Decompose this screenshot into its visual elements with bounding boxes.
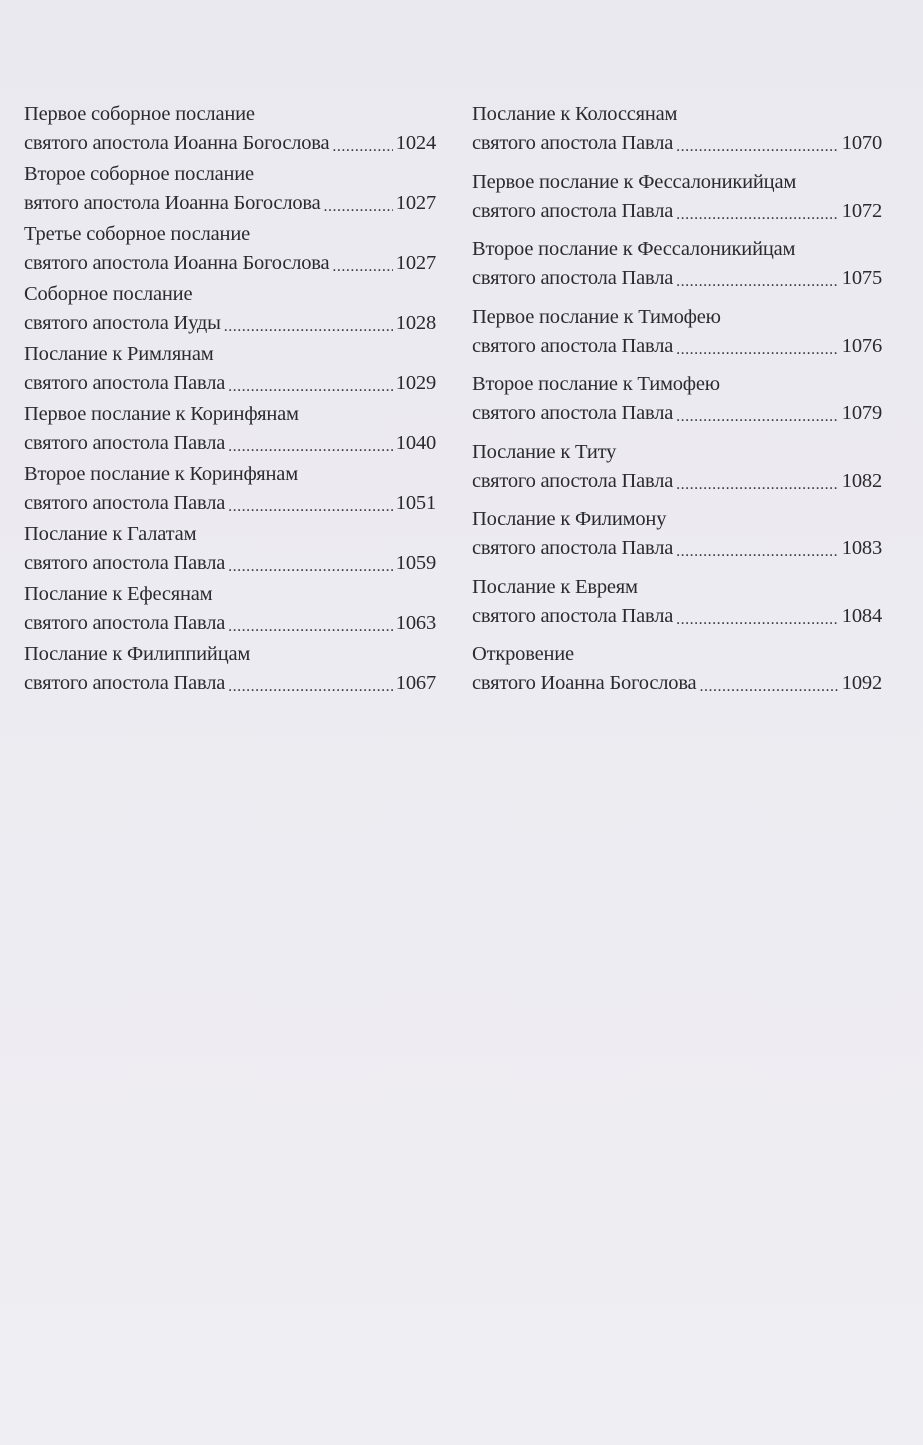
toc-entry-subtitle-line bbox=[472, 129, 882, 158]
toc-entry-title: Первое послание к Коринфянам bbox=[24, 403, 299, 425]
toc-entry-subtitle: святого апостола Иоанна Богослова bbox=[24, 132, 330, 154]
toc-entry-title: Второе соборное послание bbox=[24, 163, 254, 185]
toc-page-number: 1082 bbox=[841, 469, 882, 492]
toc-entry-subtitle-line bbox=[24, 489, 436, 518]
toc-entry bbox=[24, 340, 436, 400]
dot-leader bbox=[228, 611, 393, 631]
toc-entry-title: Соборное послание bbox=[24, 283, 193, 305]
toc-entry bbox=[24, 160, 436, 220]
toc-entry bbox=[24, 640, 436, 700]
toc-entry-subtitle-line bbox=[24, 249, 436, 278]
dot-leader bbox=[676, 131, 839, 151]
toc-page-number: 1075 bbox=[841, 267, 882, 289]
toc-entry bbox=[472, 640, 882, 708]
toc-entry bbox=[472, 370, 882, 438]
toc-page-number: 1028 bbox=[395, 312, 436, 334]
dot-leader bbox=[676, 334, 839, 354]
dot-leader bbox=[676, 536, 839, 556]
toc-entry bbox=[472, 573, 882, 641]
toc-entry-subtitle: святого апостола Павла bbox=[24, 552, 226, 574]
toc-page-number: 1076 bbox=[841, 334, 882, 357]
toc-entry-title: Первое послание к Тимофею bbox=[472, 305, 721, 328]
toc-entry-subtitle: святого апостола Павла bbox=[472, 469, 674, 492]
toc-page-number: 1040 bbox=[395, 432, 436, 454]
toc-page-number: 1092 bbox=[841, 672, 882, 694]
toc-entry-title: Второе послание к Фессалоникийцам bbox=[472, 238, 796, 260]
toc-entry-subtitle-line bbox=[472, 467, 882, 496]
toc-page-number: 1027 bbox=[395, 252, 436, 274]
toc-entry-subtitle-line bbox=[24, 669, 436, 698]
toc-entry-subtitle: святого апостола Павла bbox=[24, 492, 226, 514]
toc-entry bbox=[24, 520, 436, 580]
toc-entry-title: Послание к Ефесянам bbox=[24, 583, 213, 605]
toc-page-number: 1024 bbox=[395, 132, 436, 154]
toc-entry-subtitle: святого апостола Павла bbox=[472, 132, 674, 154]
toc-entry-subtitle-line bbox=[472, 399, 882, 428]
dot-leader bbox=[228, 671, 393, 691]
toc-entry-title: Послание к Римлянам bbox=[24, 343, 214, 365]
dot-leader bbox=[324, 191, 393, 211]
dot-leader bbox=[676, 401, 839, 421]
toc-entry bbox=[24, 580, 436, 640]
dot-leader bbox=[332, 251, 392, 271]
toc-entry-title: Первое послание к Фессалоникийцам bbox=[472, 170, 797, 193]
dot-leader bbox=[699, 671, 838, 691]
toc-entry-subtitle-line bbox=[24, 369, 436, 398]
dot-leader bbox=[676, 266, 839, 286]
toc-entry-title: Послание к Галатам bbox=[24, 523, 197, 545]
toc-page-number: 1067 bbox=[395, 672, 436, 694]
toc-entry-subtitle-line bbox=[472, 197, 882, 226]
toc-page-number: 1072 bbox=[841, 199, 882, 222]
toc-entry-subtitle-line bbox=[472, 534, 882, 563]
toc-entry-title: Послание к Евреям bbox=[472, 575, 638, 598]
toc-entry-subtitle-line bbox=[24, 429, 436, 458]
toc-entry-title: Послание к Филимону bbox=[472, 508, 667, 530]
toc-column-right bbox=[472, 100, 882, 708]
toc-entry-subtitle: святого апостола Павла bbox=[24, 672, 226, 694]
toc-entry-subtitle-line bbox=[24, 549, 436, 578]
toc-entry-title: Откровение bbox=[472, 643, 574, 665]
dot-leader bbox=[228, 551, 393, 571]
toc-page-number: 1059 bbox=[395, 552, 436, 574]
toc-entry bbox=[472, 100, 882, 168]
toc-entry-title: Послание к Титу bbox=[472, 440, 617, 463]
toc-page-number: 1029 bbox=[395, 372, 436, 394]
toc-entry-subtitle-line bbox=[24, 189, 436, 218]
toc-entry bbox=[24, 400, 436, 460]
toc-entry-subtitle: святого апостола Павла bbox=[24, 612, 226, 634]
toc-entry bbox=[472, 168, 882, 236]
toc-entry bbox=[24, 460, 436, 520]
toc-entry-subtitle-line bbox=[24, 609, 436, 638]
toc-entry bbox=[24, 220, 436, 280]
toc-entry-subtitle: святого апостола Павла bbox=[472, 199, 674, 222]
dot-leader bbox=[228, 431, 393, 451]
toc-column-left bbox=[24, 100, 436, 700]
toc-entry-subtitle: святого апостола Павла bbox=[472, 537, 674, 559]
toc-entry-title: Второе послание к Тимофею bbox=[472, 373, 720, 395]
dot-leader bbox=[676, 199, 839, 219]
toc-entry bbox=[472, 438, 882, 506]
toc-page-number: 1079 bbox=[841, 402, 882, 424]
dot-leader bbox=[228, 491, 393, 511]
toc-page-number: 1084 bbox=[841, 604, 882, 627]
dot-leader bbox=[332, 131, 392, 151]
dot-leader bbox=[224, 311, 393, 331]
toc-entry bbox=[24, 100, 436, 160]
toc-entry bbox=[472, 303, 882, 371]
toc-entry-subtitle: вятого апостола Иоанна Богослова bbox=[24, 192, 321, 214]
toc-entry-title: Второе послание к Коринфянам bbox=[24, 463, 298, 485]
toc-entry-subtitle: святого апостола Павла bbox=[472, 267, 674, 289]
toc-entry-subtitle-line bbox=[472, 332, 882, 361]
toc-page-number: 1027 bbox=[395, 192, 436, 214]
toc-entry-title: Первое соборное послание bbox=[24, 103, 255, 125]
toc-entry-subtitle: святого апостола Иуды bbox=[24, 312, 221, 334]
toc-entry-subtitle-line bbox=[472, 264, 882, 293]
dot-leader bbox=[228, 371, 393, 391]
toc-entry-subtitle: святого апостола Иоанна Богослова bbox=[24, 252, 330, 274]
toc-entry bbox=[472, 505, 882, 573]
toc-entry-subtitle: святого Иоанна Богослова bbox=[472, 672, 697, 694]
toc-entry-title: Послание к Филиппийцам bbox=[24, 643, 251, 665]
toc-entry bbox=[472, 235, 882, 303]
dot-leader bbox=[676, 604, 839, 624]
toc-entry-subtitle-line bbox=[472, 669, 882, 698]
toc-page-number: 1083 bbox=[841, 537, 882, 559]
toc-page-number: 1070 bbox=[841, 132, 882, 154]
toc-entry-subtitle-line bbox=[24, 309, 436, 338]
toc-entry-subtitle: святого апостола Павла bbox=[24, 432, 226, 454]
toc-entry-title: Послание к Колоссянам bbox=[472, 103, 678, 125]
toc-page-number: 1063 bbox=[395, 612, 436, 634]
toc-entry-subtitle: святого апостола Павла bbox=[472, 604, 674, 627]
dot-leader bbox=[676, 469, 839, 489]
toc-page-number: 1051 bbox=[395, 492, 436, 514]
toc-entry-subtitle: святого апостола Павла bbox=[24, 372, 226, 394]
toc-entry-title: Третье соборное послание bbox=[24, 223, 250, 245]
toc-entry-subtitle: святого апостола Павла bbox=[472, 402, 674, 424]
toc-entry-subtitle-line bbox=[24, 129, 436, 158]
toc-entry-subtitle: святого апостола Павла bbox=[472, 334, 674, 357]
toc-entry bbox=[24, 280, 436, 340]
toc-entry-subtitle-line bbox=[472, 602, 882, 631]
